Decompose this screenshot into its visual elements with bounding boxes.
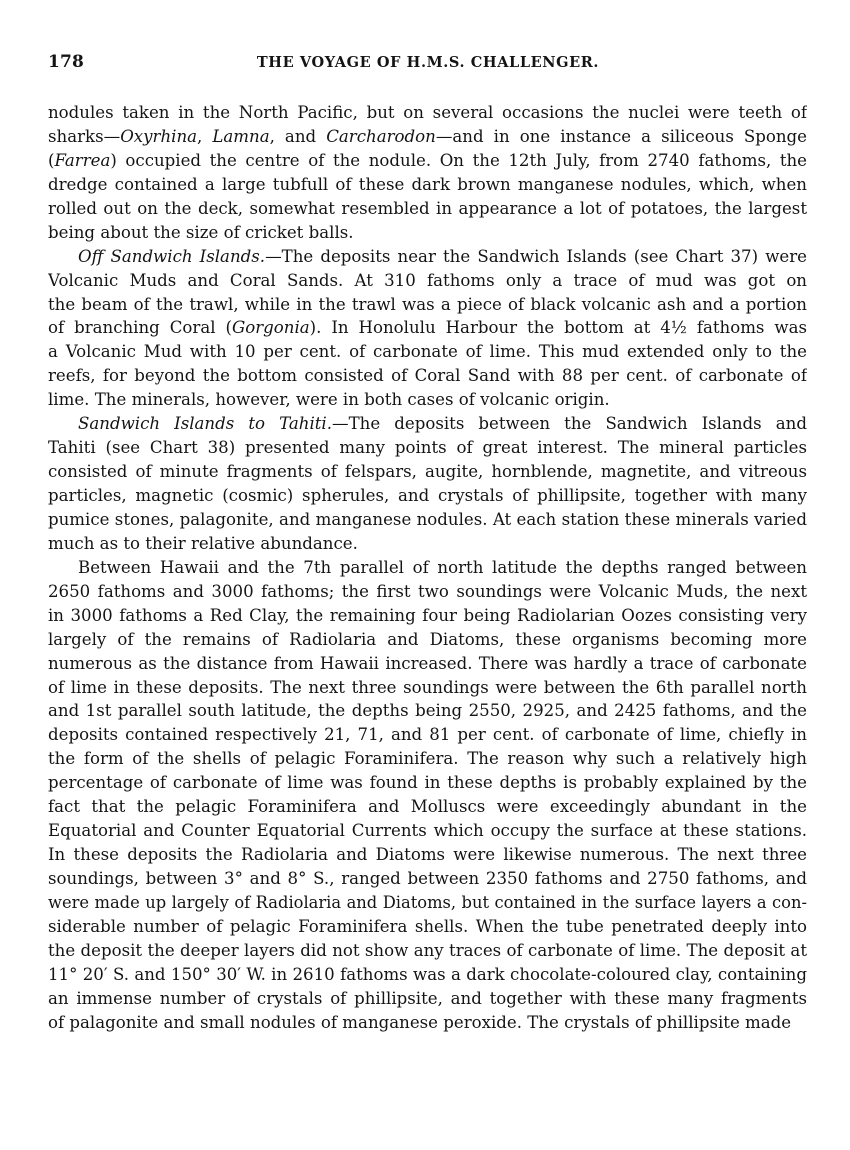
text-line [48, 819, 807, 843]
text-span: , and [269, 126, 327, 146]
text-line [48, 867, 807, 891]
running-head [48, 52, 808, 76]
text-span: ) occupied the centre of the nodule. On the 12th July, from 2740 fathoms, the [110, 150, 807, 170]
text-span: 2650 fathoms and 3000 fathoms; the first two soundings were Volcanic Muds, the next [48, 581, 807, 601]
text-span: an immense number of crystals of phillipsite, and together with these many fragments [48, 988, 807, 1008]
text-span: largely of the remains of Radiolaria and Diatoms, these organisms becoming more [48, 629, 807, 649]
italic-text: Farrea [54, 150, 111, 170]
text-span: In these deposits the Radiolaria and Diatoms were likewise numerous. The next three [48, 845, 807, 865]
text-line [48, 316, 807, 340]
text-line [48, 197, 807, 221]
text-span: and 1st parallel south latitude, the depths being 2550, 2925, and 2425 fathoms, and the [48, 701, 807, 721]
text-span: —The deposits near the Sandwich Islands (see Chart 37) were [265, 246, 807, 266]
text-line [48, 125, 807, 149]
text-line [48, 604, 807, 628]
text-span: consisted of minute fragments of felspars, augite, hornblende, magnetite, and vitreous [48, 462, 807, 482]
text-line [48, 269, 807, 293]
paragraph [48, 556, 807, 1035]
paragraph [48, 245, 807, 413]
italic-text: Oxyrhina [120, 126, 198, 146]
text-span: the deposit the deeper layers did not show any traces of carbonate of lime. The deposit at [48, 940, 807, 960]
text-span: Volcanic Muds and Coral Sands. At 310 fathoms only a trace of mud was got on [48, 270, 807, 290]
text-span: Between Hawaii and the 7th parallel of north latitude the depths ranged between [78, 557, 807, 577]
text-line [48, 723, 807, 747]
text-span: ). In Honolulu Harbour the bottom at 4½ fathoms was [309, 318, 807, 338]
text-span: nodules taken in the North Pacific, but on several occasions the nuclei were teeth of [48, 103, 807, 122]
text-span: fact that the pelagic Foraminifera and Molluscs were exceedingly abundant in the [48, 797, 807, 817]
text-span: pumice stones, palagonite, and manganese nodules. At each station these minerals varied [48, 509, 807, 529]
text-span: deposits contained respectively 21, 71, and 81 per cent. of carbonate of lime, chiefly in [48, 725, 807, 745]
text-line [48, 1011, 807, 1035]
text-span: ( [48, 150, 55, 170]
text-line [48, 556, 807, 580]
text-line [48, 221, 807, 245]
text-line [48, 676, 807, 700]
text-line [48, 580, 807, 604]
text-span: of lime in these deposits. The next three soundings were between the 6th parallel north [48, 677, 807, 697]
text-span: being about the size of cricket balls. [48, 222, 354, 242]
text-line [48, 484, 807, 508]
text-line [48, 652, 807, 676]
page-number: 178 [48, 52, 85, 72]
text-line [48, 460, 807, 484]
text-line [48, 149, 807, 173]
text-span: were made up largely of Radiolaria and Diatoms, but contained in the surface layers a con- [48, 892, 807, 912]
text-line [48, 364, 807, 388]
text-span: in 3000 fathoms a Red Clay, the remaining four being Radiolarian Oozes consisting very [48, 605, 807, 625]
text-span: a Volcanic Mud with 10 per cent. of carbonate of lime. This mud extended only to the [48, 342, 807, 362]
text-span: sharks— [48, 126, 121, 146]
text-line [48, 173, 807, 197]
text-span: the beam of the trawl, while in the trawl was a piece of black volcanic ash and a portion [48, 294, 807, 314]
text-span: of branching Coral ( [48, 318, 232, 338]
text-line [48, 987, 807, 1011]
text-line [48, 795, 807, 819]
paragraph [48, 101, 807, 245]
italic-text: Off Sandwich Islands. [78, 246, 266, 266]
text-line [48, 628, 807, 652]
text-line [48, 939, 807, 963]
text-span: much as to their relative abundance. [48, 533, 358, 553]
text-line [48, 508, 807, 532]
text-span: 11° 20′ S. and 150° 30′ W. in 2610 fathoms was a dark chocolate-coloured clay, containing [48, 964, 807, 984]
text-span: —The deposits between the Sandwich Islands and [332, 414, 807, 434]
text-span: the form of the shells of pelagic Foraminifera. The reason why such a relatively high [48, 749, 807, 769]
text-span: dredge contained a large tubfull of these dark brown manganese nodules, which, when [48, 174, 807, 194]
italic-text: Gorgonia [231, 318, 310, 338]
text-line [48, 771, 807, 795]
text-span: soundings, between 3° and 8° S., ranged between 2350 fathoms and 2750 fathoms, and [48, 869, 807, 888]
text-line [48, 412, 807, 436]
text-span: lime. The minerals, however, were in both cases of volcanic origin. [48, 390, 610, 410]
text-line [48, 436, 807, 460]
text-span: rolled out on the deck, somewhat resembled in appearance a lot of potatoes, the largest [48, 198, 807, 218]
text-line [48, 293, 807, 317]
text-span: of palagonite and small nodules of manganese peroxide. The crystals of phillipsite made [48, 1012, 792, 1032]
text-span: reefs, for beyond the bottom consisted of Coral Sand with 88 per cent. of carbonate of [48, 366, 807, 386]
text-span: siderable number of pelagic Foraminifera shells. When the tube penetrated deeply into [48, 916, 807, 936]
italic-text: Lamna [212, 126, 270, 146]
running-title: THE VOYAGE OF H.M.S. CHALLENGER. [256, 54, 600, 71]
text-span: —and in one instance a siliceous Sponge [435, 126, 807, 146]
body-text [48, 101, 807, 1035]
text-line [48, 245, 807, 269]
text-span: , [197, 126, 213, 146]
text-span: numerous as the distance from Hawaii increased. There was hardly a trace of carbonate [48, 653, 807, 673]
text-span: percentage of carbonate of lime was found in these depths is probably explained by the [48, 773, 807, 793]
text-span: particles, magnetic (cosmic) spherules, and crystals of phillipsite, together with many [48, 486, 807, 505]
text-line [48, 340, 807, 364]
text-line [48, 963, 807, 987]
italic-text: Sandwich Islands to Tahiti. [78, 414, 333, 434]
text-span: Tahiti (see Chart 38) presented many points of great interest. The mineral particles [48, 438, 807, 458]
italic-text: Carcharodon [326, 126, 436, 146]
text-line [48, 747, 807, 771]
text-line [48, 891, 807, 915]
text-line [48, 532, 807, 556]
text-line [48, 843, 807, 867]
paragraph [48, 412, 807, 556]
text-line [48, 101, 807, 125]
text-line [48, 915, 807, 939]
text-span: Equatorial and Counter Equatorial Currents which occupy the surface at these stations. [48, 821, 807, 841]
text-line [48, 388, 807, 412]
text-line [48, 699, 807, 723]
